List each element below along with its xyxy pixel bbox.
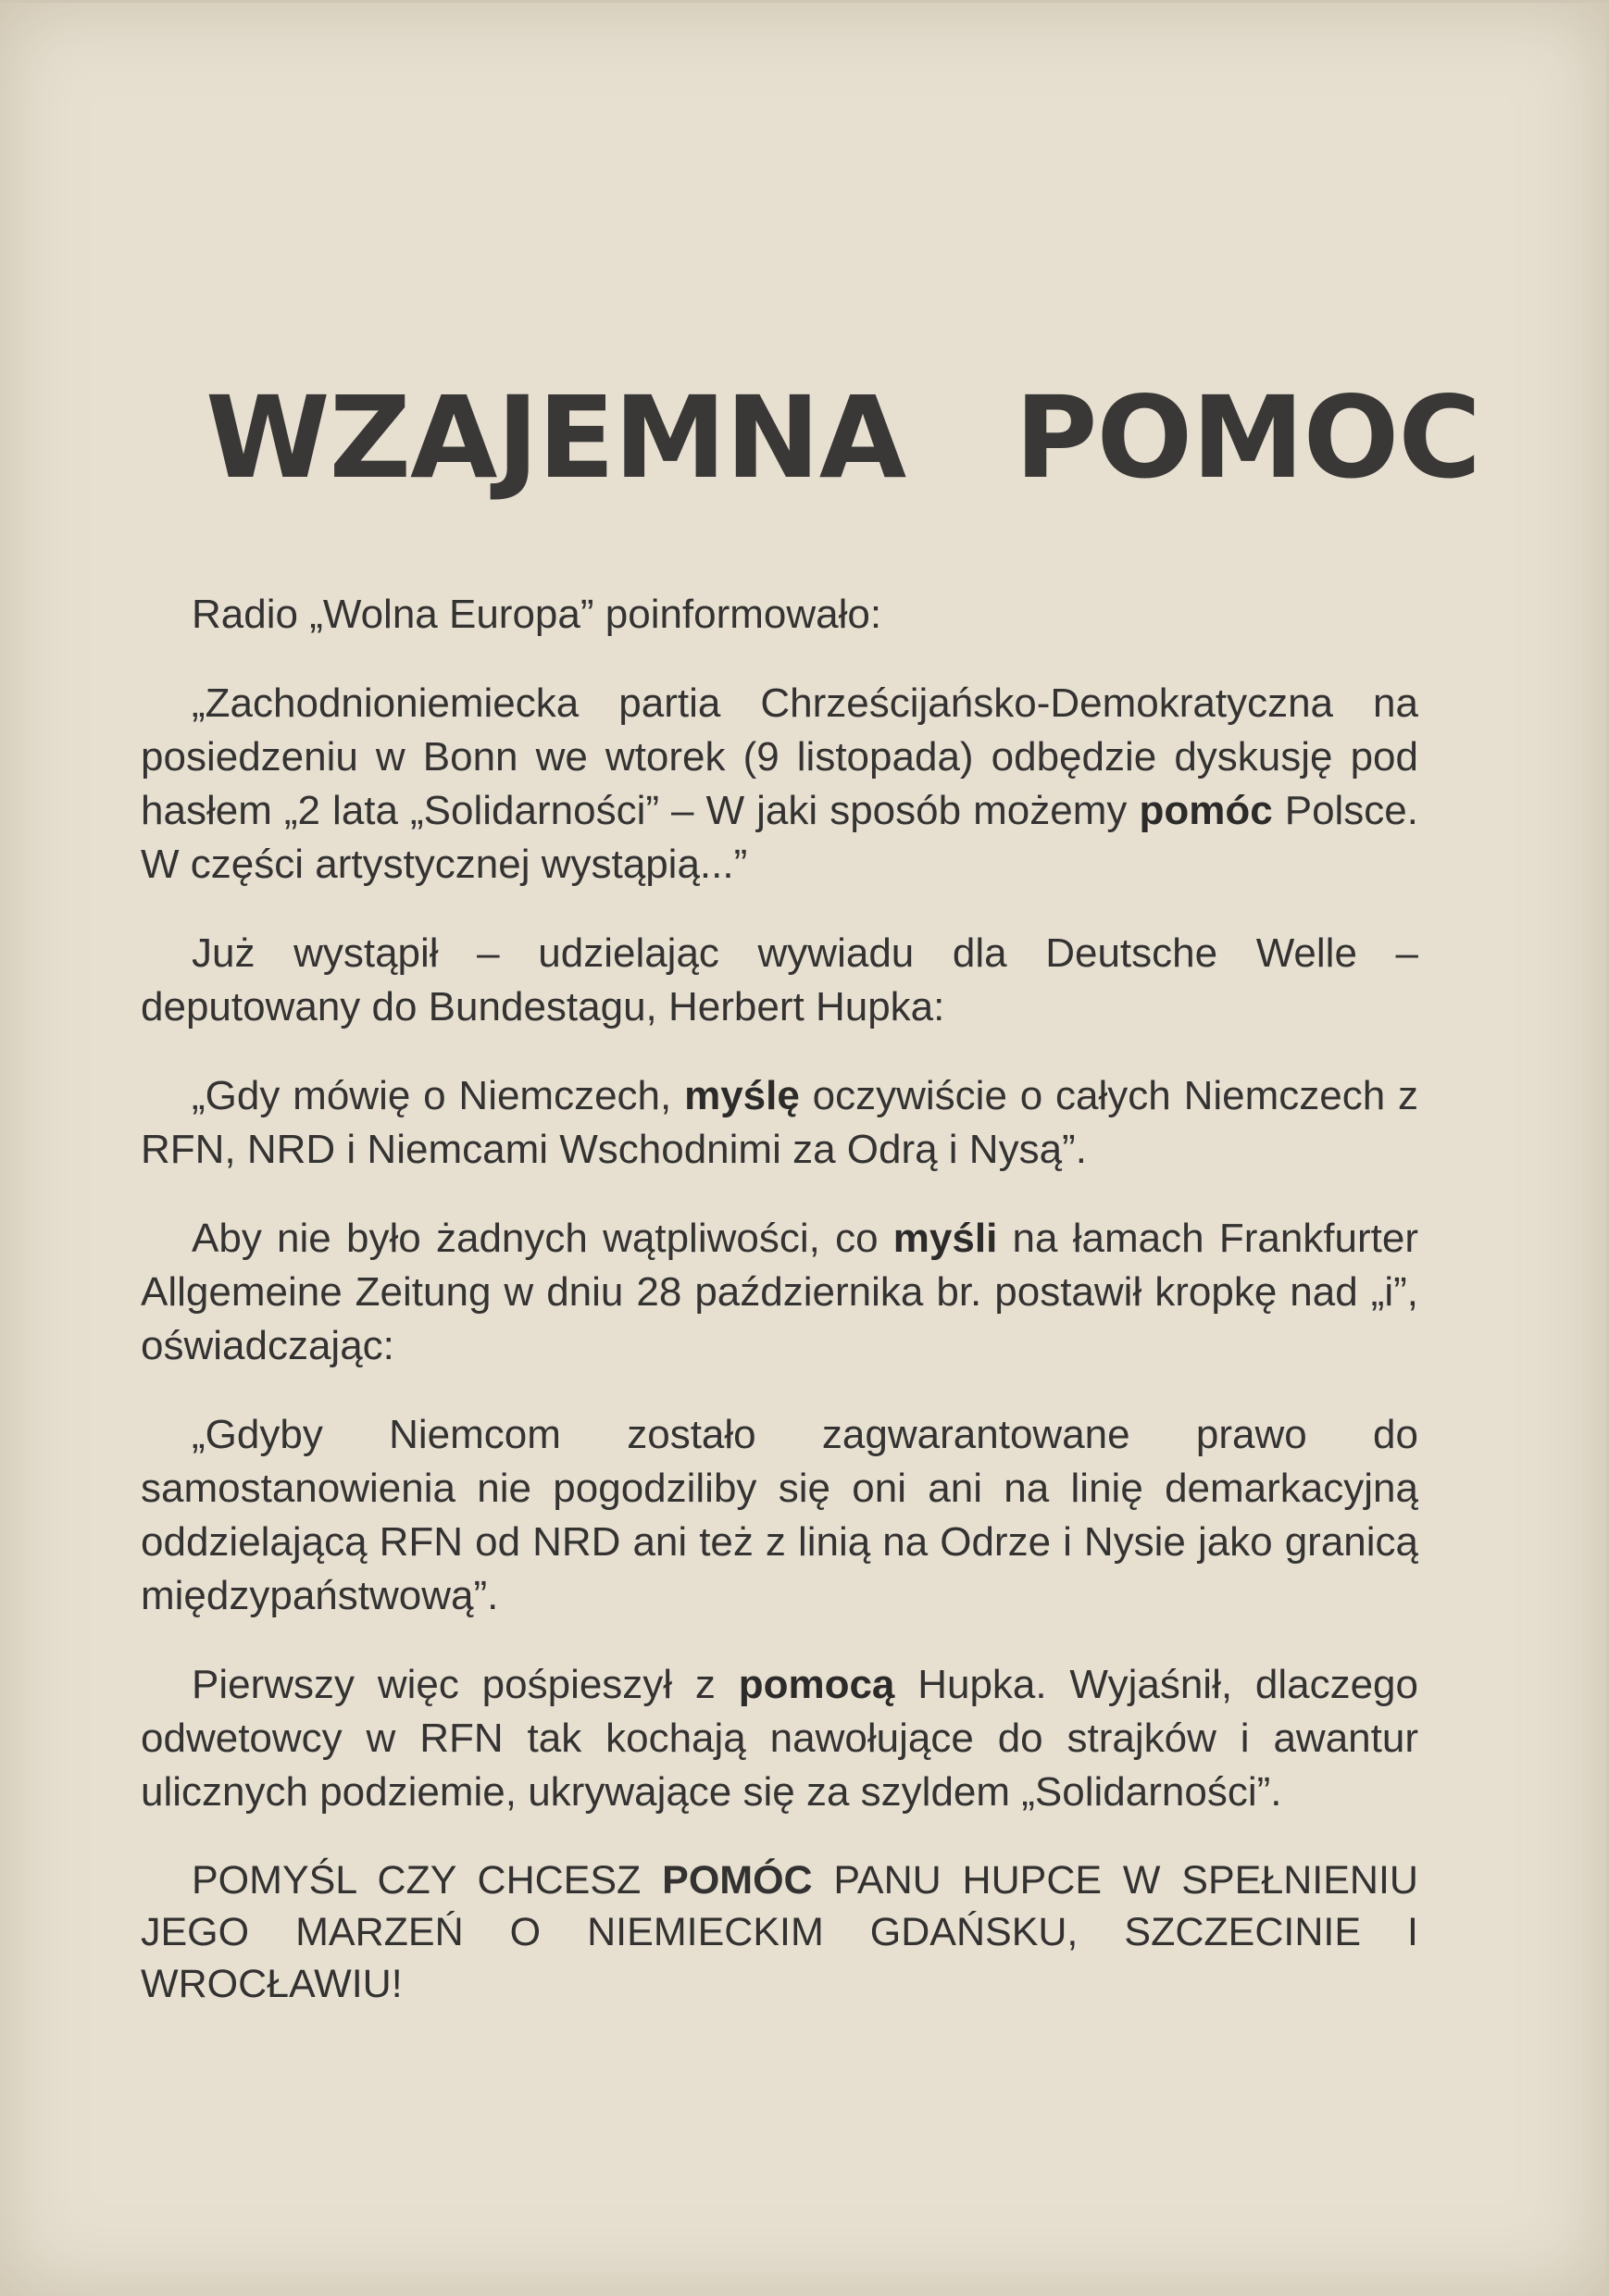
- closing-appeal: [141, 1854, 1418, 2010]
- title-word-1: WZAJEMNA: [206, 372, 906, 504]
- title-word-2: POMOC: [1015, 372, 1480, 504]
- paragraph-self-determination-quote: „Gdyby Niemcom zostało zagwarantowane prawo do samostanowienia nie pogodziliby się oni ani na linię demarkacyjną oddzielającą RFN od NRD ani też z linią na Odrze i Nysie jako granicą międzypaństwową”.: [141, 1412, 1418, 1618]
- hupka-help-text-end: Hupka. Wyjaśnił, dlaczego odwetowcy w RFN tak kochają nawołujące do strajków i awantur ulicznych podziemie, ukrywające się za szyldem „Solidarności”.: [141, 1662, 1418, 1815]
- leaflet-content: [141, 372, 1480, 2050]
- closing-appeal-emphasis: POMÓC: [662, 1858, 813, 1903]
- cdu-quote-text-start: „Zachodnioniemiecka partia Chrześcijańsko-Demokratyczna na posiedzeniu w Bonn we wtorek (9 listopada) odbędzie dyskusję pod hasłem „2 lata „Solidarności” – W jaki sposób możemy: [141, 680, 1418, 833]
- paragraph-cdu-quote: [141, 677, 1418, 892]
- paragraph-hupka-quote: [141, 1069, 1418, 1177]
- hupka-quote-text-start: „Gdy mówię o Niemczech,: [192, 1073, 685, 1118]
- faz-statement-emphasis: myśli: [892, 1216, 998, 1261]
- closing-appeal-text-end: PANU HUPCE W SPEŁNIENIU JEGO MARZEŃ O NIEMIECKIM GDAŃSKU, SZCZECINIE I WROCŁAWIU!: [141, 1858, 1418, 2006]
- cdu-quote-emphasis: pomóc: [1139, 788, 1273, 833]
- paragraph-hupka-interview: Już wystąpił – udzielając wywiadu dla Deutsche Welle – deputowany do Bundestagu, Herbert Hupka:: [141, 930, 1418, 1029]
- paragraph-radio-intro: Radio „Wolna Europa” poinformowało:: [192, 592, 882, 637]
- hupka-quote-text-end: oczywiście o całych Niemczech z RFN, NRD i Niemcami Wschodnimi za Odrą i Nysą”.: [141, 1073, 1418, 1172]
- leaflet-title: [206, 372, 1480, 504]
- cdu-quote-text-end: Polsce. W części artystycznej wystąpią...”: [141, 788, 1419, 887]
- faz-statement-text-start: Aby nie było żadnych wątpliwości, co: [192, 1216, 893, 1261]
- closing-appeal-text-start: POMYŚL CZY CHCESZ: [192, 1858, 663, 1903]
- paragraph-faz-statement: [141, 1212, 1418, 1373]
- hupka-help-emphasis: pomocą: [738, 1662, 895, 1707]
- paragraph-hupka-help: [141, 1658, 1418, 1819]
- faz-statement-text-end: na łamach Frankfurter Allgemeine Zeitung w dniu 28 października br. postawił kropkę nad „i”, oświadczając:: [141, 1216, 1418, 1368]
- hupka-help-text-start: Pierwszy więc pośpieszył z: [192, 1662, 739, 1707]
- hupka-quote-emphasis: myślę: [684, 1073, 800, 1118]
